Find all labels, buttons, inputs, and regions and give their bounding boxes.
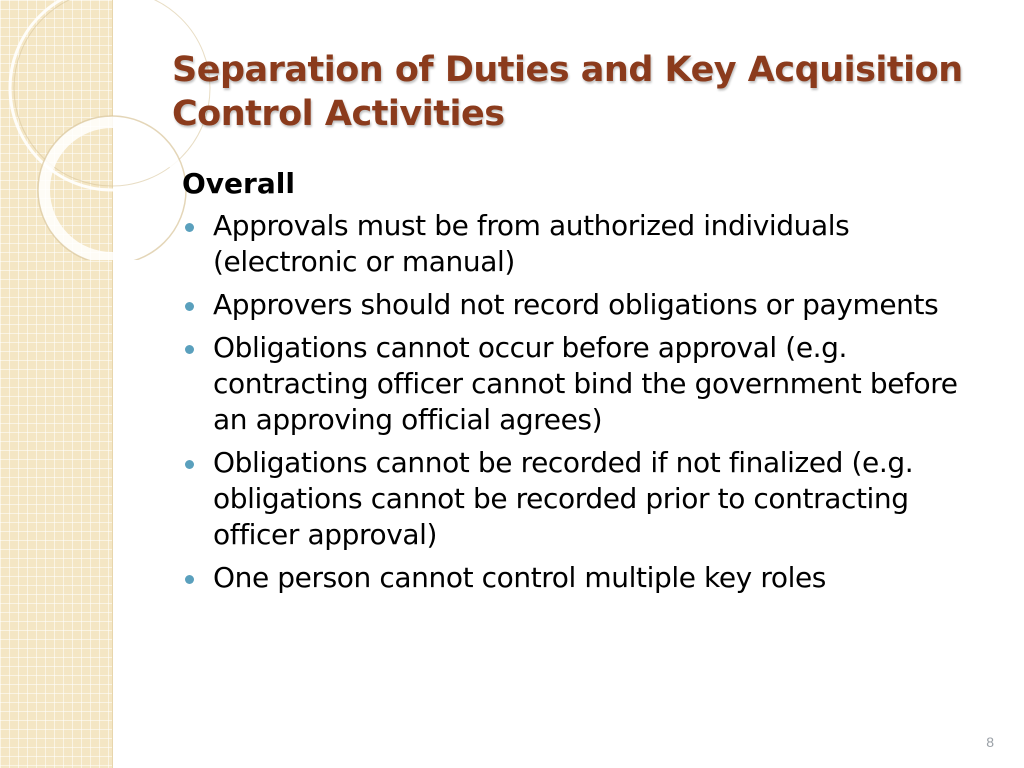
bullet-item	[182, 445, 972, 553]
slide-title	[172, 48, 972, 136]
bullet-text: Approvals must be from authorized individuals (electronic or manual)	[213, 209, 850, 278]
section-heading: Overall	[182, 167, 295, 200]
bullet-item	[182, 560, 972, 596]
bullet-item	[182, 330, 972, 438]
slide-body	[182, 166, 972, 603]
bullet-icon	[185, 575, 194, 584]
bullet-icon	[185, 223, 194, 232]
slide-title-line2: Control Activities	[172, 94, 505, 134]
bullet-text: Obligations cannot occur before approval (e.g. contracting officer cannot bind the government before an approving official agrees)	[213, 331, 958, 436]
bullet-icon	[185, 460, 194, 469]
bullet-item	[182, 208, 972, 280]
bullet-icon	[185, 345, 194, 354]
bullet-icon	[185, 302, 194, 311]
slide-title-line1: Separation of Duties and Key Acquisition	[172, 50, 963, 90]
bullet-text: Approvers should not record obligations or payments	[213, 288, 939, 321]
bullet-item	[182, 287, 972, 323]
bullet-text: Obligations cannot be recorded if not finalized (e.g. obligations cannot be recorded prior to contracting officer approval)	[213, 446, 914, 551]
page-number: 8	[986, 734, 994, 750]
bullet-text: One person cannot control multiple key roles	[213, 561, 826, 594]
bullet-list	[182, 208, 972, 596]
